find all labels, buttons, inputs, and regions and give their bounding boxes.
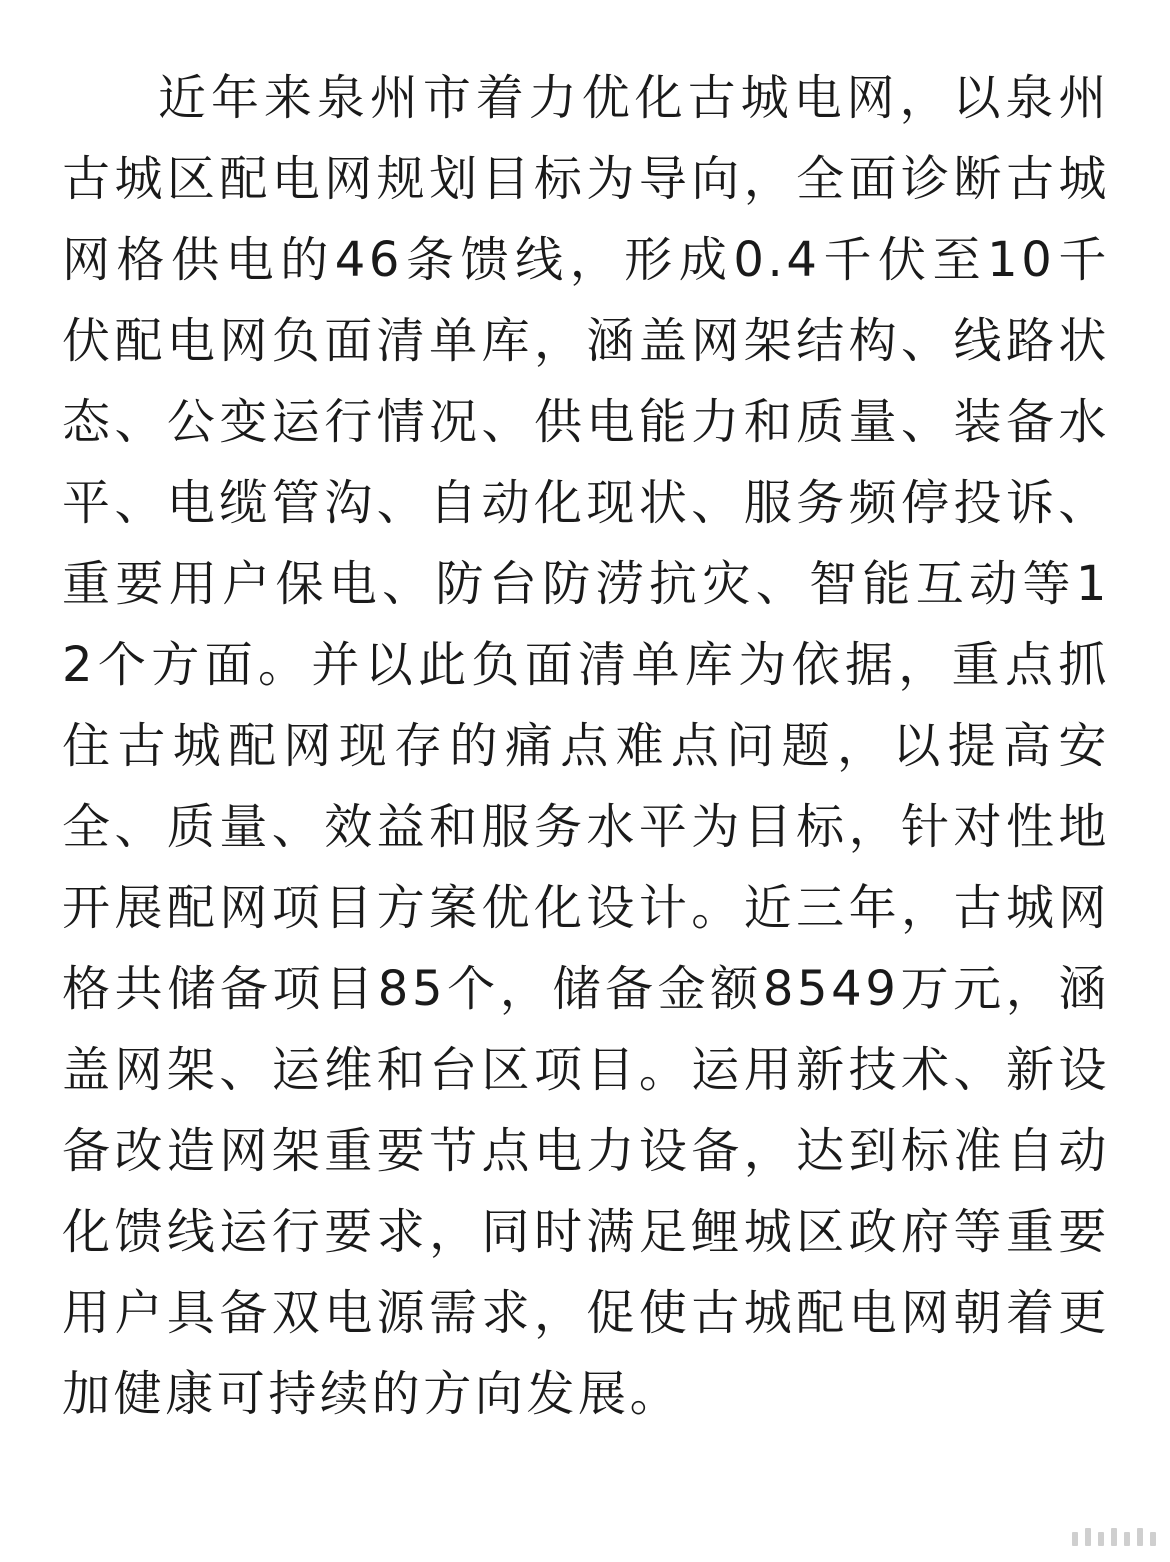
article-paragraph: 近年来泉州市着力优化古城电网，以泉州古城区配电网规划目标为导向，全面诊断古城网格供电的46条馈线，形成0.4千伏至10千伏配电网负面清单库，涵盖网架结构、线路状态、公变运行情况、供电能力和质量、装备水平、电缆管沟、自动化现状、服务频停投诉、重要用户保电、防台防涝抗灾、智能互动等12个方面。并以此负面清单库为依据，重点抓住古城配网现存的痛点难点问题，以提高安全、质量、效益和服务水平为目标，针对性地开展配网项目方案优化设计。近三年，古城网格共储备项目85个，储备金额8549万元，涵盖网架、运维和台区项目。运用新技术、新设备改造网架重要节点电力设备，达到标准自动化馈线运行要求，同时满足鲤城区政府等重要用户具备双电源需求，促使古城配电网朝着更加健康可持续的方向发展。: [62, 70, 1110, 1422]
watermark-bars-icon: [1072, 1528, 1156, 1546]
article-body: [62, 58, 1110, 1435]
